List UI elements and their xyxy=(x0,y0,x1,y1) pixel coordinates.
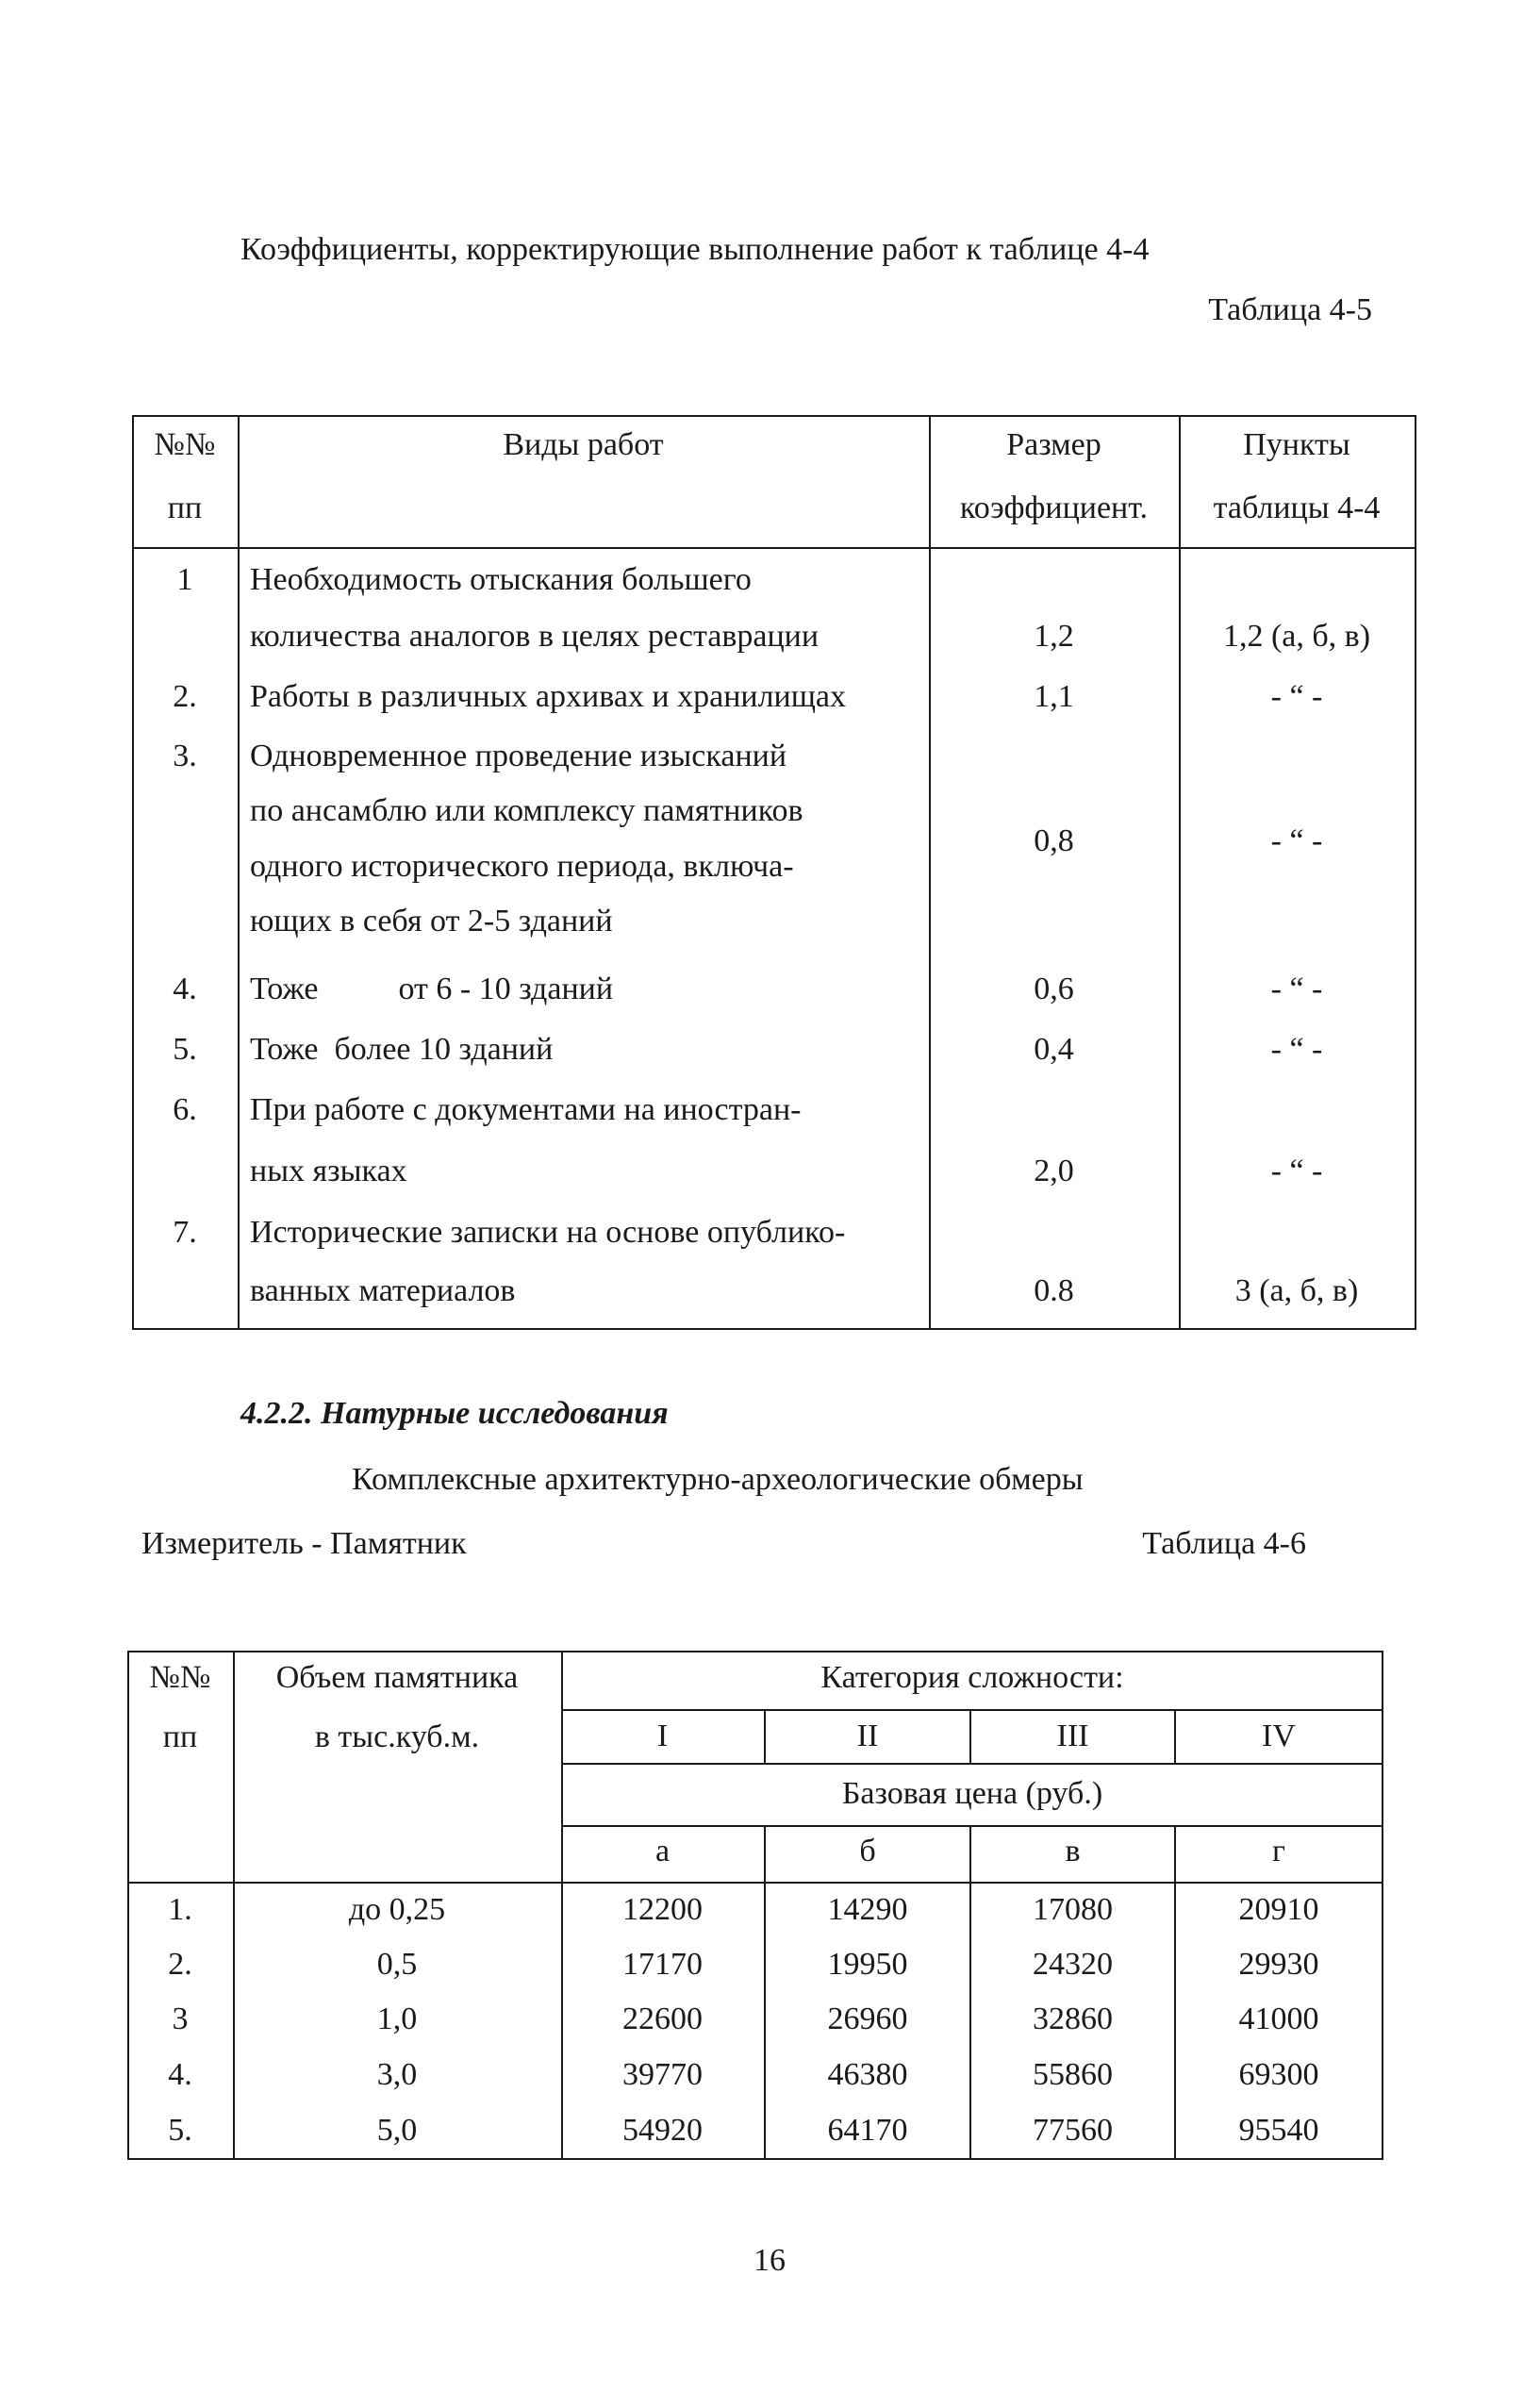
price-cell: 17080 xyxy=(1033,1892,1113,1927)
row-text: Одновременное проведение изысканий xyxy=(250,739,787,773)
price-cell: 19950 xyxy=(827,1947,908,1982)
price-cell: 29930 xyxy=(1238,1947,1319,1982)
column-letter: б xyxy=(859,1834,876,1868)
row-text: Необходимость отыскания большего xyxy=(250,562,752,597)
row-text: ных языках xyxy=(250,1154,407,1188)
price-cell: 32860 xyxy=(1033,2001,1113,2036)
row-coefficient: 2,0 xyxy=(1034,1154,1074,1188)
column-letter: г xyxy=(1272,1834,1285,1868)
t2-header-price: Базовая цена (руб.) xyxy=(841,1776,1103,1811)
row-coefficient: 0.8 xyxy=(1034,1273,1074,1308)
price-cell: 14290 xyxy=(827,1892,908,1927)
row-coefficient: 1,1 xyxy=(1034,679,1074,714)
row-number: 4. xyxy=(173,972,197,1006)
row-text: количества аналогов в целях реставрации xyxy=(250,619,820,654)
t1-header-num-2: пп xyxy=(167,490,203,525)
measure-label: Измеритель - Памятник xyxy=(141,1526,467,1561)
price-cell: 54920 xyxy=(622,2113,703,2148)
row-text: одного исторического периода, включа- xyxy=(250,849,794,884)
row-coefficient: 0,4 xyxy=(1034,1032,1074,1067)
row-text: Тоже от 6 - 10 зданий xyxy=(250,972,614,1006)
t1-header-points-1: Пункты xyxy=(1243,427,1350,462)
price-cell: 22600 xyxy=(622,2001,703,2036)
price-cell: 20910 xyxy=(1238,1892,1319,1927)
row-number: 7. xyxy=(173,1215,197,1250)
price-cell: 69300 xyxy=(1238,2057,1319,2092)
row-coefficient: 0,6 xyxy=(1034,972,1074,1006)
row-number: 3. xyxy=(173,739,197,773)
t2-header-volume-1: Объем памятника xyxy=(275,1660,519,1695)
category-label: II xyxy=(856,1719,879,1753)
row-number: 2. xyxy=(168,1947,192,1982)
row-points: 1,2 (а, б, в) xyxy=(1222,619,1371,654)
price-cell: 39770 xyxy=(622,2057,703,2092)
row-number: 1 xyxy=(176,562,193,597)
page-number: 16 xyxy=(753,2243,786,2278)
price-cell: 95540 xyxy=(1238,2113,1319,2148)
price-cell: 24320 xyxy=(1033,1947,1113,1982)
t1-header-coef-1: Размер xyxy=(1006,427,1101,462)
t1-header-work: Виды работ xyxy=(503,427,664,462)
price-cell: 17170 xyxy=(622,1947,703,1982)
row-text: Работы в различных архивах и хранилищах xyxy=(250,679,847,714)
price-cell: 77560 xyxy=(1033,2113,1113,2148)
price-cell: 12200 xyxy=(622,1892,703,1927)
row-number: 3 xyxy=(172,2001,189,2036)
t2-header-category: Категория сложности: xyxy=(820,1660,1124,1695)
row-text: При работе с документами на иностран- xyxy=(250,1092,802,1127)
category-label: III xyxy=(1056,1719,1089,1753)
t2-header-volume-2: в тыс.куб.м. xyxy=(314,1719,480,1754)
price-cell: 64170 xyxy=(827,2113,908,2148)
row-number: 6. xyxy=(173,1092,197,1127)
price-cell: 41000 xyxy=(1238,2001,1319,2036)
column-letter: а xyxy=(654,1834,671,1868)
t1-header-points-2: таблицы 4-4 xyxy=(1213,490,1381,525)
price-cell: 55860 xyxy=(1033,2057,1113,2092)
row-number: 1. xyxy=(168,1892,192,1927)
t1-header-coef-2: коэффициент. xyxy=(959,490,1149,525)
row-coefficient: 1,2 xyxy=(1034,619,1074,654)
category-label: IV xyxy=(1262,1719,1296,1753)
row-text: ющих в себя от 2-5 зданий xyxy=(250,904,613,938)
column-letter: в xyxy=(1065,1834,1081,1868)
price-cell: 26960 xyxy=(827,2001,908,2036)
row-volume: 3,0 xyxy=(376,2057,418,2092)
row-volume: до 0,25 xyxy=(348,1892,446,1927)
category-label: I xyxy=(656,1719,669,1753)
row-number: 2. xyxy=(173,679,197,714)
t2-header-num-2: пп xyxy=(162,1719,198,1754)
row-volume: 1,0 xyxy=(376,2001,418,2036)
table1-caption: Коэффициенты, корректирующие выполнение работ к таблице 4-4 xyxy=(240,232,1150,267)
table1-label: Таблица 4-5 xyxy=(1208,292,1372,327)
row-number: 4. xyxy=(168,2057,192,2092)
row-number: 5. xyxy=(173,1032,197,1067)
t1-header-num-1: №№ xyxy=(154,427,216,462)
section-heading: 4.2.2. Натурные исследования xyxy=(240,1396,669,1431)
price-cell: 46380 xyxy=(827,2057,908,2092)
t2-header-num-1: №№ xyxy=(149,1660,211,1695)
row-text: ванных материалов xyxy=(250,1273,516,1308)
row-text: по ансамблю или комплексу памятников xyxy=(250,793,803,828)
row-text: Исторические записки на основе опублико- xyxy=(250,1215,846,1250)
row-points: - “ - xyxy=(1270,1154,1323,1188)
row-points: - “ - xyxy=(1270,679,1323,714)
row-volume: 0,5 xyxy=(376,1947,418,1982)
row-text: Тоже более 10 зданий xyxy=(250,1032,554,1067)
row-number: 5. xyxy=(168,2113,192,2148)
table2-caption: Комплексные архитектурно-археологические обмеры xyxy=(352,1462,1084,1497)
row-points: - “ - xyxy=(1270,823,1323,858)
row-points: 3 (а, б, в) xyxy=(1234,1273,1359,1308)
row-points: - “ - xyxy=(1270,972,1323,1006)
row-volume: 5,0 xyxy=(376,2113,418,2148)
row-points: - “ - xyxy=(1270,1032,1323,1067)
table2-label: Таблица 4-6 xyxy=(1142,1526,1306,1561)
row-coefficient: 0,8 xyxy=(1034,823,1074,858)
